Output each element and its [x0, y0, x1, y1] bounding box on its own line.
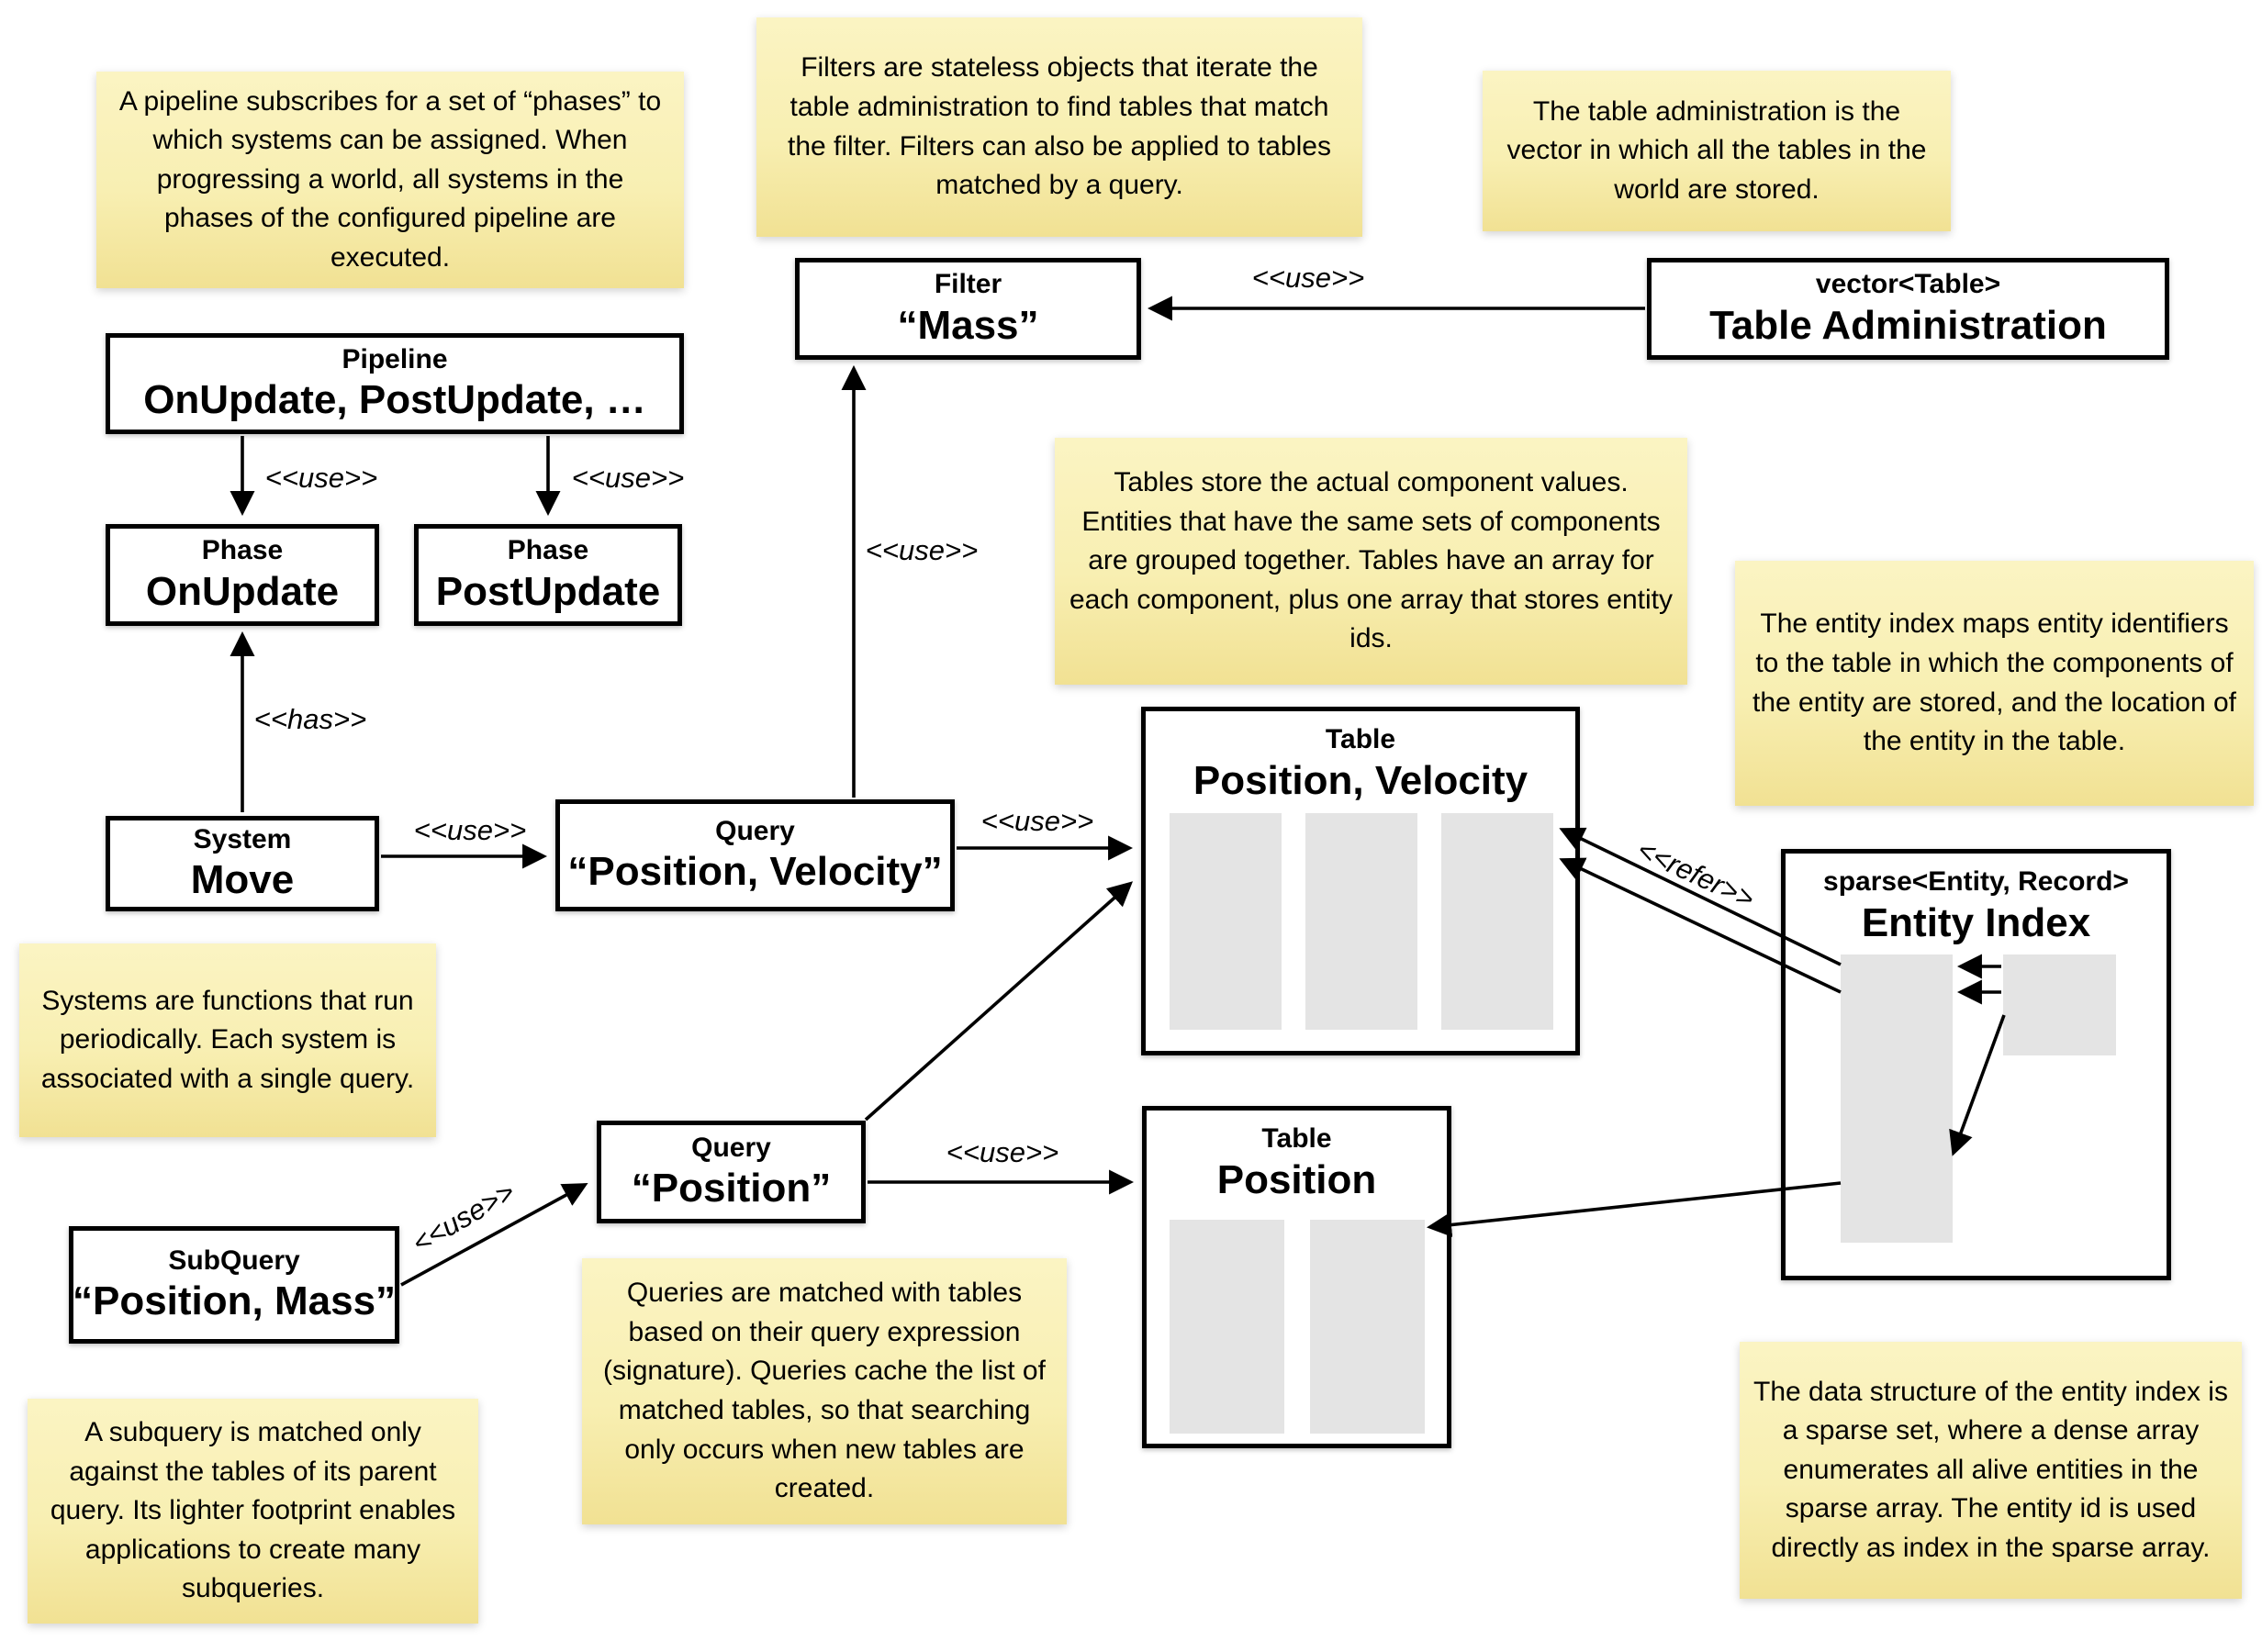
component-array-column: [1170, 1220, 1284, 1434]
box-phase-onupdate: [106, 524, 379, 626]
box-subquery-position-mass-name: “Position, Mass”: [72, 1278, 397, 1324]
box-pipeline-name: OnUpdate, PostUpdate, …: [143, 377, 646, 423]
note-tables: [1055, 438, 1687, 685]
note-pipeline-text: A pipeline subscribes for a set of “phases” to which systems can be assigned. When progressing a world, all systems in the phases of the configured pipeline are executed.: [118, 85, 662, 273]
note-sparse-set-text: The data structure of the entity index is a sparse set, where a dense array enumerates all alive entities in the sparse array. The entity id is used directly as index in the sparse array.: [1753, 1376, 2228, 1563]
box-query-position-name: “Position”: [631, 1166, 832, 1211]
note-systems: [19, 943, 436, 1137]
component-array-column: [1305, 813, 1417, 1030]
box-system-move-name: Move: [190, 857, 295, 903]
arrow-queryp-to-tablepv: [866, 884, 1130, 1120]
box-entity-index-name: Entity Index: [1861, 899, 2091, 945]
arrow-entityindex-to-tablep: [1430, 1183, 1841, 1227]
sparse-array: [1841, 954, 1953, 1243]
box-table-position-name: Position: [1216, 1156, 1377, 1202]
box-table-position-velocity-name: Position, Velocity: [1193, 757, 1529, 803]
box-phase-postupdate-name: PostUpdate: [435, 568, 661, 614]
label-refer-entityindex-table: <<refer>>: [1632, 832, 1760, 916]
box-phase-postupdate: [414, 524, 682, 626]
note-subqueries-text: A subquery is matched only against the tables of its parent query. Its lighter footprint enables applications to create many subqueries.: [50, 1417, 456, 1604]
note-entity-index: [1735, 561, 2254, 806]
box-filter-mass-stereotype: Filter: [934, 269, 1002, 300]
box-subquery-position-mass-stereotype: SubQuery: [168, 1245, 300, 1276]
note-subqueries: [28, 1399, 478, 1624]
note-filters-text: Filters are stateless objects that iterate the table administration to find tables that match the filter. Filters can also be applied to tables matched by a query.: [787, 52, 1331, 201]
box-subquery-position-mass: [69, 1226, 399, 1344]
box-phase-onupdate-name: OnUpdate: [145, 568, 340, 614]
label-use-query-filter: <<use>>: [865, 534, 979, 566]
box-query-position-velocity-stereotype: Query: [715, 815, 795, 846]
box-query-position: [597, 1121, 866, 1223]
box-table-position-velocity-stereotype: Table: [1325, 724, 1396, 754]
note-tables-text: Tables store the actual component values. Entities that have the same sets of components are grouped together. Tables have an array for each component, plus one array that stores entity ids.: [1069, 467, 1674, 654]
box-pipeline: [106, 333, 684, 434]
box-query-position-velocity-name: “Position, Velocity”: [567, 849, 943, 895]
label-use-query-tablepv: <<use>>: [980, 805, 1094, 837]
label-use-system-query: <<use>>: [413, 814, 527, 846]
box-entity-index-stereotype: sparse<Entity, Record>: [1823, 866, 2129, 897]
box-table-position-velocity: [1141, 707, 1580, 1055]
note-table-administration-text: The table administration is the vector in which all the tables in the world are stored.: [1506, 95, 1927, 205]
note-table-administration: [1483, 71, 1951, 231]
box-table-administration-name: Table Administration: [1709, 302, 2107, 348]
box-phase-onupdate-stereotype: Phase: [201, 535, 284, 566]
box-filter-mass: [795, 258, 1141, 360]
box-table-administration: [1647, 258, 2169, 360]
label-use-query-tablep: <<use>>: [946, 1136, 1059, 1168]
label-has-system-phase: <<has>>: [253, 703, 367, 735]
component-array-column: [1441, 813, 1553, 1030]
note-queries-text: Queries are matched with tables based on their query expression (signature). Queries cache the list of matched tables, so that searching only occurs when new tables are created.: [603, 1278, 1046, 1504]
note-sparse-set: [1740, 1342, 2242, 1599]
note-queries: [582, 1258, 1067, 1524]
box-query-position-velocity: [555, 799, 955, 911]
box-table-position: [1142, 1106, 1451, 1448]
box-phase-postupdate-stereotype: Phase: [507, 535, 589, 566]
note-pipeline: [96, 72, 684, 288]
box-table-administration-stereotype: vector<Table>: [1815, 269, 2001, 300]
box-system-move: [106, 816, 379, 911]
label-use-tableadmin-filter: <<use>>: [1251, 262, 1365, 294]
note-entity-index-text: The entity index maps entity identifiers to the table in which the components of the entity are stored, and the location of the entity in the table.: [1752, 608, 2236, 757]
label-use-pipeline-onupdate: <<use>>: [264, 462, 378, 494]
label-use-pipeline-postupdate: <<use>>: [571, 462, 685, 494]
note-filters: [756, 17, 1362, 237]
component-array-column: [1310, 1220, 1425, 1434]
dense-array: [2003, 954, 2116, 1055]
box-filter-mass-name: “Mass”: [897, 302, 1039, 348]
box-pipeline-stereotype: Pipeline: [342, 343, 448, 374]
box-system-move-stereotype: System: [193, 823, 292, 854]
label-use-subquery-query: <<use>>: [406, 1175, 521, 1260]
component-array-column: [1170, 813, 1282, 1030]
box-query-position-stereotype: Query: [691, 1132, 771, 1163]
box-entity-index: [1781, 849, 2171, 1280]
box-table-position-stereotype: Table: [1261, 1123, 1332, 1154]
note-systems-text: Systems are functions that run periodically. Each system is associated with a single query.: [40, 985, 415, 1094]
